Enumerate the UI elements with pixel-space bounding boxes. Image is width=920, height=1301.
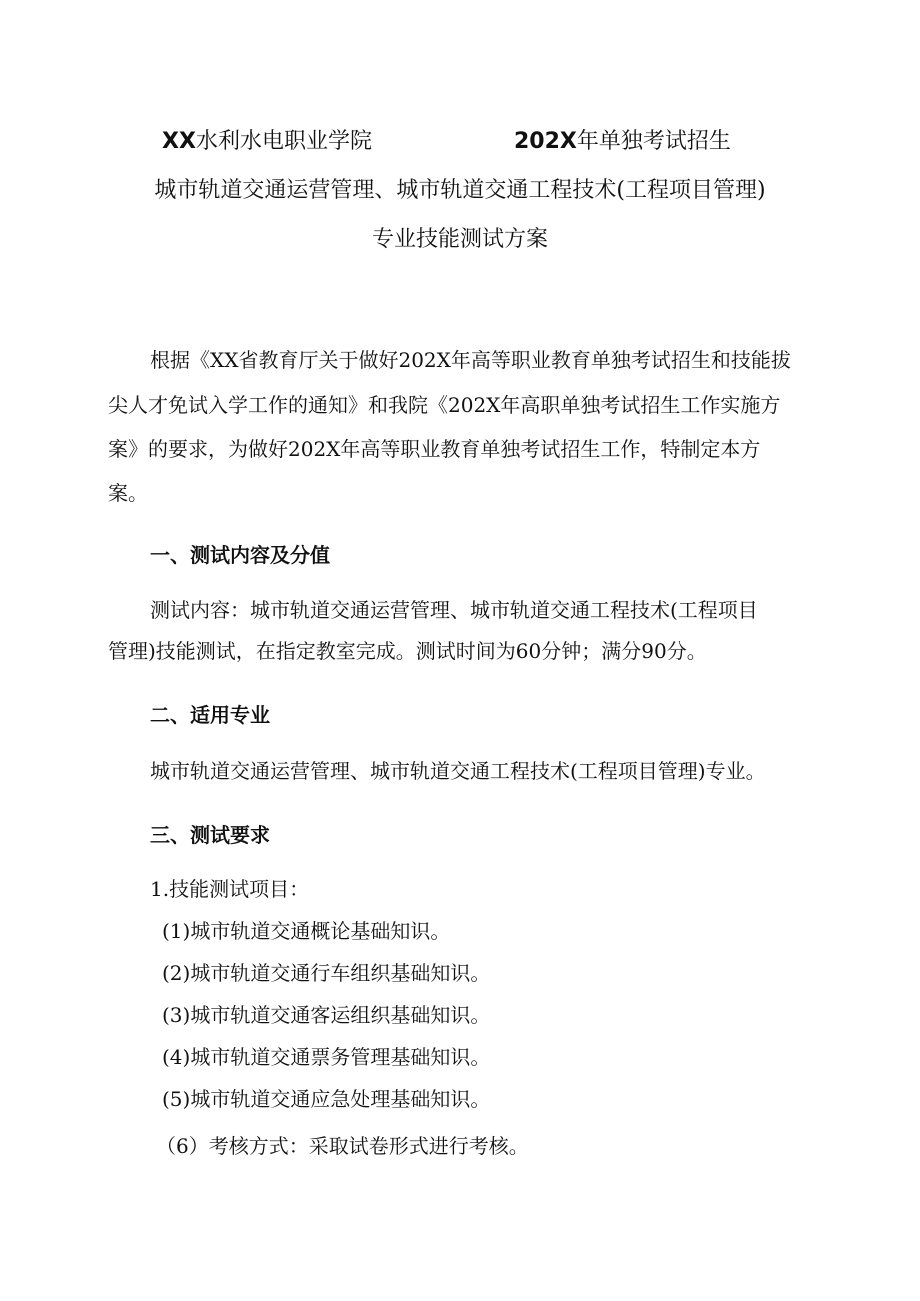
school-name-text: 水利水电职业学院: [195, 129, 372, 154]
school-name: [162, 131, 372, 153]
section-text-line: 测试内容：城市轨道交通运营管理、城市轨道交通工程技术(工程项目: [150, 598, 758, 622]
list-item: (3)城市轨道交通客运组织基础知识。: [162, 1003, 491, 1027]
list-item: (4)城市轨道交通票务管理基础知识。: [162, 1045, 491, 1069]
exam-title: [514, 131, 731, 153]
list-item: (1)城市轨道交通概论基础知识。: [162, 919, 451, 943]
intro-line: 案》的要求，为做好202X年高等职业教育单独考试招生工作，特制定本方: [108, 437, 761, 461]
school-prefix: XX: [162, 129, 196, 154]
section-heading: 一、测试内容及分值: [150, 543, 330, 567]
list-item: (2)城市轨道交通行车组织基础知识。: [162, 961, 491, 985]
list-item: (5)城市轨道交通应急处理基础知识。: [162, 1087, 491, 1111]
list-item: （6）考核方式：采取试卷形式进行考核。: [156, 1134, 529, 1158]
year-prefix: 202X: [514, 129, 577, 154]
intro-line: 尖人才免试入学工作的通知》和我院《202X年高职单独考试招生工作实施方: [108, 393, 781, 417]
section-heading: 二、适用专业: [150, 703, 270, 727]
section-text-line: 城市轨道交通运营管理、城市轨道交通工程技术(工程项目管理)专业。: [150, 759, 766, 783]
exam-title-text: 年单独考试招生: [576, 129, 731, 154]
document-subtitle: 城市轨道交通运营管理、城市轨道交通工程技术(工程项目管理): [154, 178, 766, 203]
section-heading: 三、测试要求: [150, 823, 270, 847]
intro-line: 根据《XX省教育厅关于做好202X年高等职业教育单独考试招生和技能拔: [150, 348, 791, 372]
document-title: [0, 131, 920, 157]
subsection-heading: 1.技能测试项目：: [150, 877, 310, 901]
intro-line: 案。: [108, 481, 148, 505]
document-subtitle-2: 专业技能测试方案: [371, 227, 548, 252]
section-text-line: 管理)技能测试，在指定教室完成。测试时间为60分钟；满分90分。: [108, 639, 707, 663]
